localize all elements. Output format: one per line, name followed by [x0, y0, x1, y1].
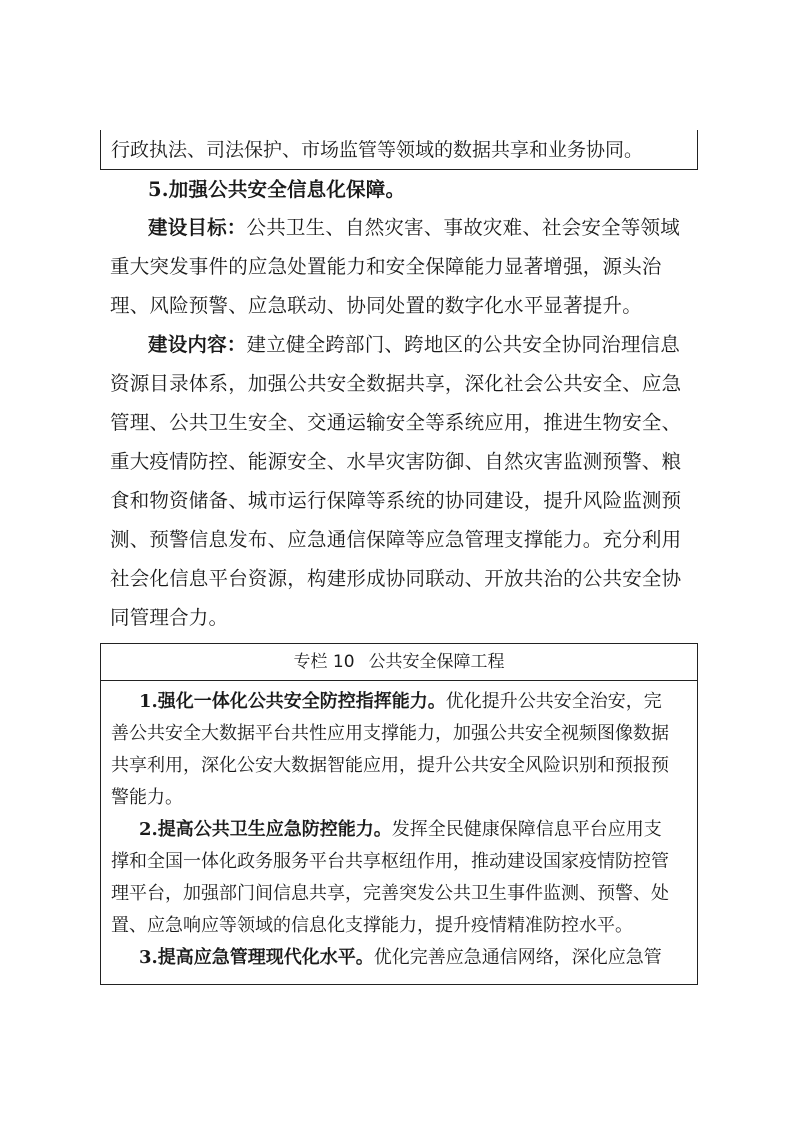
item2-heading: 2.提高公共卫生应急防控能力。: [139, 819, 392, 840]
column-number: 专栏 10: [293, 652, 355, 672]
content-paragraph-line: 食和物资储备、城市运行保障等系统的协同建设，提升风险监测预: [110, 489, 682, 512]
column-item-line: 警能力。: [111, 787, 183, 808]
column-title-text: 公共安全保障工程: [368, 652, 505, 672]
column-box: [100, 643, 698, 985]
content-paragraph-line: 重大疫情防控、能源安全、水旱灾害防御、自然灾害监测预警、粮: [110, 450, 682, 473]
goal-paragraph-line: 理、风险预警、应急联动、协同处置的数字化水平显著提升。: [110, 294, 642, 317]
column-item-line: 共享利用，深化公安大数据智能应用，提升公共安全风险识别和预报预: [111, 755, 669, 776]
goal-paragraph-line: [148, 214, 680, 242]
column-item-line: 2.提高公共卫生应急防控能力。发挥全民健康保障信息平台应用支: [139, 819, 662, 840]
column-item-line: 撑和全国一体化政务服务平台共享枢纽作用，推动建设国家疫情防控管: [111, 851, 669, 872]
content-paragraph-line: 社会化信息平台资源，构建形成协同联动、开放共治的公共安全协: [110, 567, 682, 590]
goal-paragraph-line: 重大突发事件的应急处置能力和安全保障能力显著增强，源头治: [110, 255, 662, 278]
column-title: [101, 644, 697, 681]
continued-cell-text: 行政执法、司法保护、市场监管等领域的数据共享和业务协同。: [111, 139, 644, 161]
column-item-line: 1.强化一体化公共安全防控指挥能力。优化提升公共安全治安，完: [139, 691, 662, 712]
content-label: 建设内容：: [148, 333, 247, 356]
item1-heading: 1.强化一体化公共安全防控指挥能力。: [139, 691, 446, 712]
content-text: 建立健全跨部门、跨地区的公共安全协同治理信息: [246, 333, 680, 356]
continued-table-cell: [100, 130, 698, 170]
section-heading: 5.加强公共安全信息化保障。: [148, 178, 406, 201]
goal-label: 建设目标：: [148, 216, 247, 239]
goal-text: 公共卫生、自然灾害、事故灾难、社会安全等领域: [246, 216, 680, 239]
content-paragraph-line: 同管理合力。: [110, 606, 229, 629]
content-paragraph-line: [148, 331, 680, 359]
column-item-line: 善公共安全大数据平台共性应用支撑能力，加强公共安全视频图像数据: [111, 723, 669, 744]
item3-heading: 3.提高应急管理现代化水平。: [139, 947, 374, 968]
column-item-line: 置、应急响应等领域的信息化支撑能力，提升疫情精准防控水平。: [111, 915, 633, 936]
column-item-line: 理平台，加强部门间信息共享，完善突发公共卫生事件监测、预警、处: [111, 883, 669, 904]
content-paragraph-line: 管理、公共卫生安全、交通运输安全等系统应用，推进生物安全、: [110, 411, 682, 434]
content-paragraph-line: 资源目录体系，加强公共安全数据共享，深化社会公共安全、应急: [110, 372, 682, 395]
column-item-line: 3.提高应急管理现代化水平。优化完善应急通信网络，深化应急管: [139, 947, 662, 968]
content-paragraph-line: 测、预警信息发布、应急通信保障等应急管理支撑能力。充分利用: [110, 528, 682, 551]
